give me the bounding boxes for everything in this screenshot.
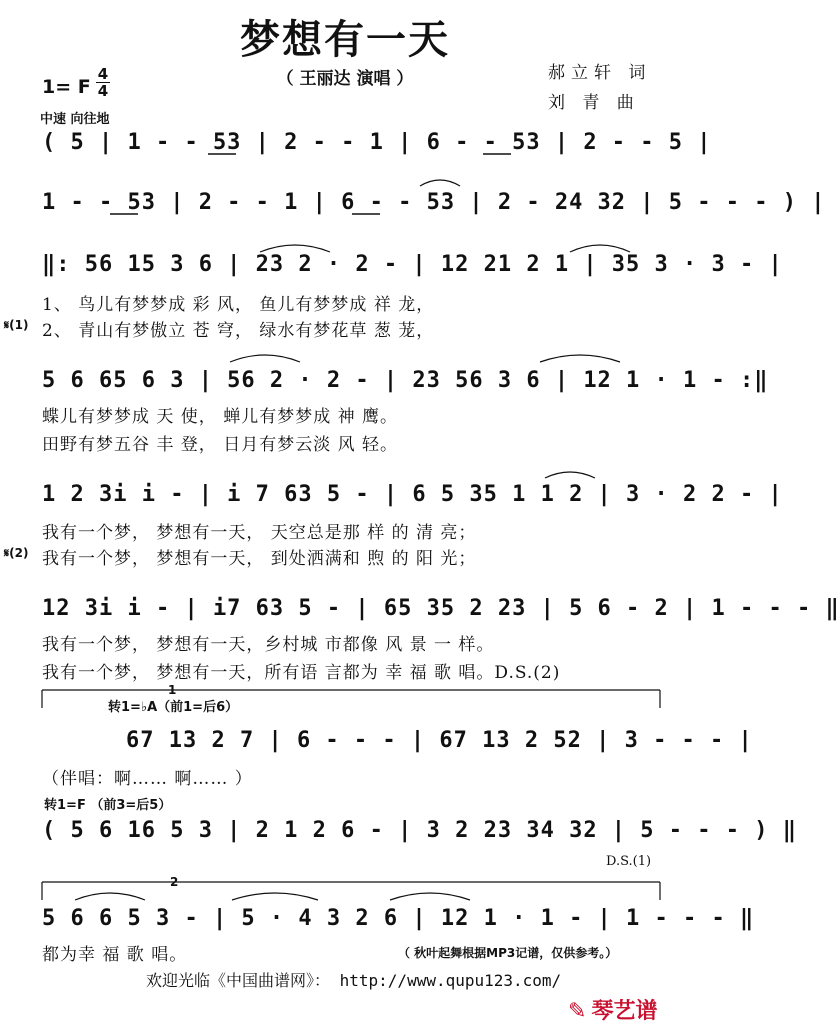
notation-row-8: ( 5 6 16 5 3 | 2 1 2 6 - | 3 2 23 34 32 | 5 - - - ) ‖ [42, 818, 797, 843]
lyric-row-9: 都为幸 福 歌 唱。 [42, 945, 188, 965]
notation-row-5: 1 2 3i i - | i 7 63 5 - | 6 5 35 1 1 2 | 3 · 2 2 - | [42, 482, 783, 507]
logo-text: 琴艺谱 [591, 999, 658, 1024]
notation-row-2: 1 - - 53 | 2 - - 1 | 6 - - 53 | 2 - 24 32 | 5 - - - ) | [42, 190, 826, 215]
lyric-row-4-verse2: 田野有梦五谷 丰 登， 日月有梦云淡 风 轻。 [42, 435, 399, 455]
site-logo [568, 994, 658, 1025]
notation-row-6: 12 3i i - | i7 63 5 - | 65 35 2 23 | 5 6 - 2 | 1 - - - ‖ [42, 596, 840, 621]
lyric-row-3-verse2: 2、 青山有梦傲立 苍 穹， 绿水有梦花草 葱 茏， [42, 321, 435, 341]
lyric-row-7: （伴唱：啊…… 啊…… ） [42, 769, 253, 789]
composer-credit: 刘 青 曲 [548, 93, 640, 113]
logo-mark-icon: ✎ [568, 999, 587, 1024]
key-signature: 1= F [42, 76, 91, 98]
notation-row-1: ( 5 | 1 - - 53 | 2 - - 1 | 6 - - 53 | 2 - - 5 | [42, 130, 712, 155]
modulation-1: 转1=♭A（前1=后6） [108, 700, 239, 715]
lyric-row-4-verse1: 蝶儿有梦梦成 天 使， 蝉儿有梦梦成 神 鹰。 [42, 407, 399, 427]
time-signature [96, 66, 110, 99]
singer-credit: （ 王丽达 演唱 ） [276, 69, 414, 89]
site-footer: 欢迎光临《中国曲谱网》： http://www.qupu123.com/ [146, 971, 562, 990]
segno-mark-2: 𝄋(2) [4, 546, 29, 560]
time-numerator: 4 [97, 65, 109, 83]
notation-row-3: ‖: 56 15 3 6 | 23 2 · 2 - | 12 21 2 1 | 35 3 · 3 - | [42, 252, 783, 277]
volta-2-label: 2 [170, 875, 179, 889]
notation-row-9: 5 6 6 5 3 - | 5 · 4 3 2 6 | 12 1 · 1 - | 1 - - - ‖ [42, 906, 755, 931]
source-note: （ 秋叶起舞根据MP3记谱，仅供参考。） [398, 946, 618, 960]
lyric-row-3-verse1: 1、 鸟儿有梦梦成 彩 风， 鱼儿有梦梦成 祥 龙， [42, 295, 435, 315]
notation-row-7: 67 13 2 7 | 6 - - - | 67 13 2 52 | 3 - - - | [126, 728, 753, 753]
lyric-row-6-verse1: 我有一个梦， 梦想有一天，乡村城 市都像 风 景 一 样。 [42, 635, 495, 655]
lyric-row-5-verse1: 我有一个梦， 梦想有一天， 天空总是那 样 的 清 亮； [42, 523, 477, 543]
segno-mark-1: 𝄋(1) [4, 318, 29, 332]
modulation-2: 转1=F （前3=后5） [44, 798, 172, 813]
notation-row-4: 5 6 65 6 3 | 56 2 · 2 - | 23 56 3 6 | 12 1 · 1 - :‖ [42, 368, 769, 393]
tempo-marking: 中速 向往地 [40, 112, 110, 127]
lyric-row-6-verse2: 我有一个梦， 梦想有一天，所有语 言都为 幸 福 歌 唱。D.S.(2) [42, 663, 561, 683]
volta-1-label: 1 [168, 683, 177, 697]
lyric-row-5-verse2: 我有一个梦， 梦想有一天， 到处洒满和 煦 的 阳 光； [42, 549, 477, 569]
time-denominator: 4 [97, 82, 109, 100]
lyricist-credit: 郝立轩 词 [548, 63, 652, 83]
song-title: 梦想有一天 [240, 17, 450, 63]
ds-1-mark: D.S.(1) [606, 854, 652, 869]
